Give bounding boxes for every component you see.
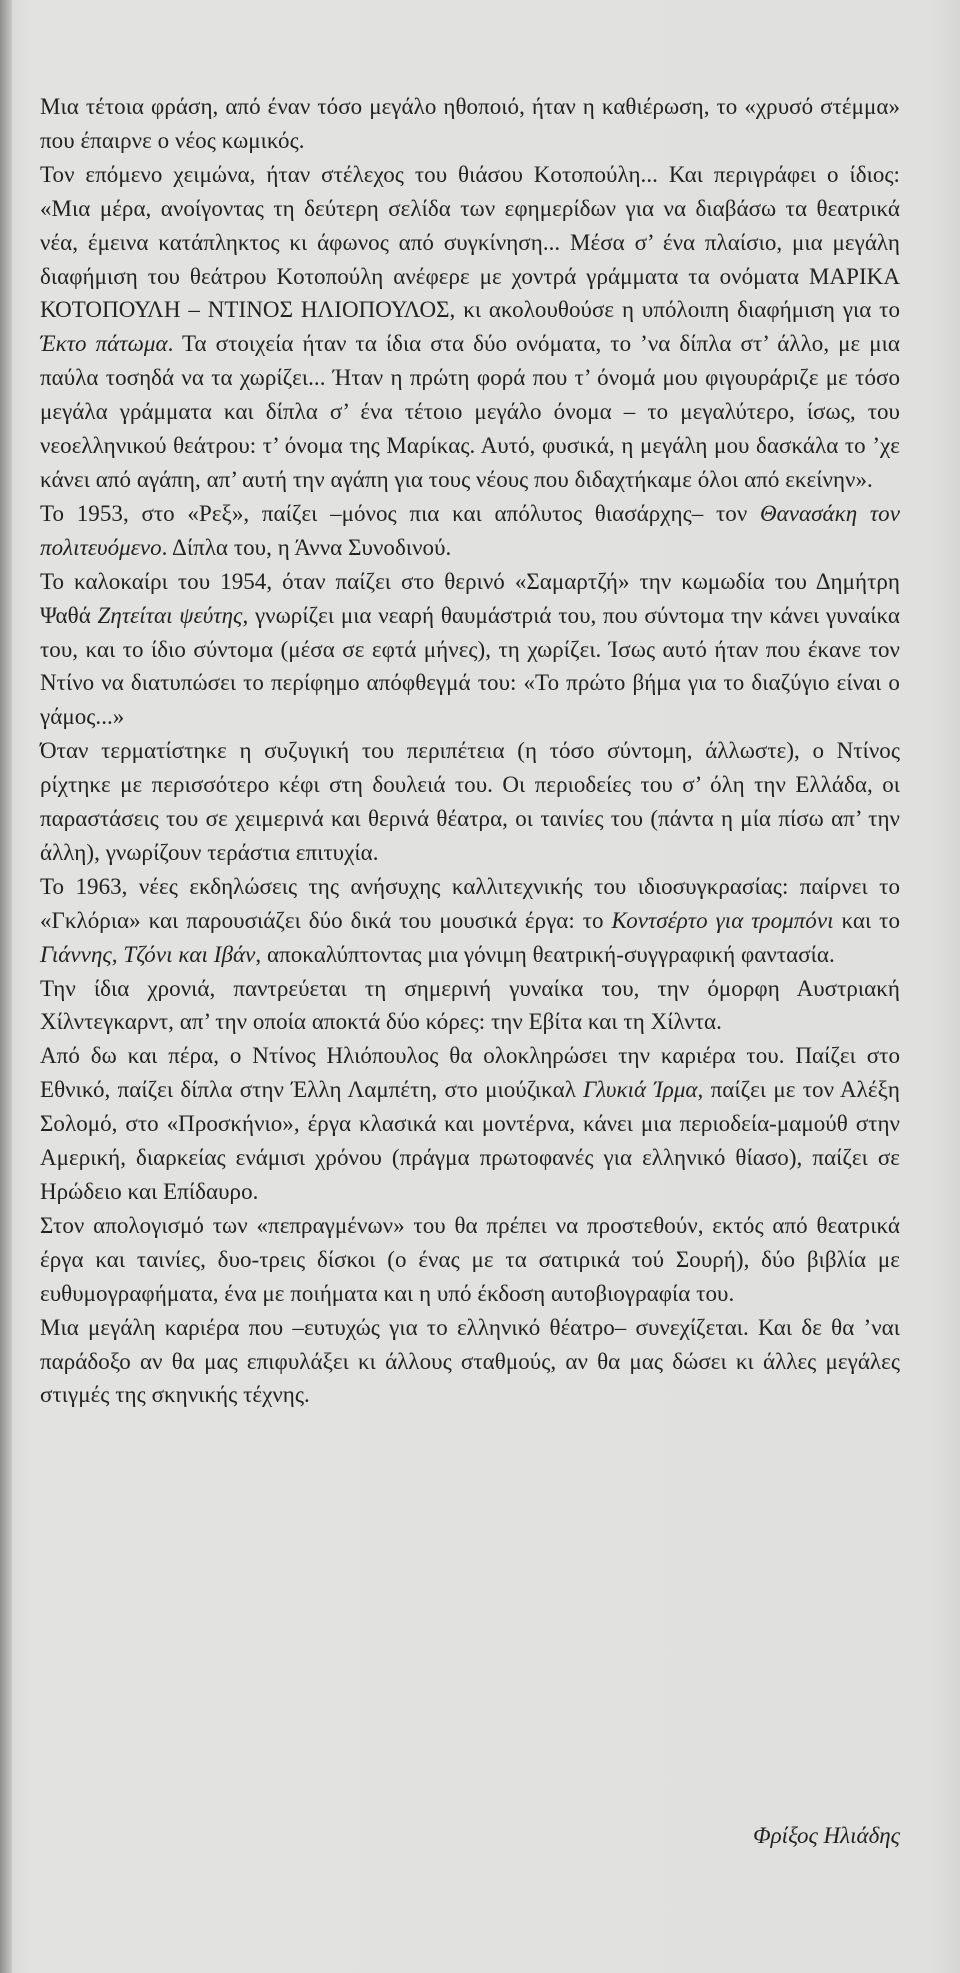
text-run: . Τα στοιχεία ήταν τα ίδια στα δύο ονόματα, το ’να δίπλα στ’ άλλο, με μια παύλα τοσηδά να τα χωρίζει... Ήταν η πρώτη φορά που τ’ όνομά μου φιγουράριζε με τόσο μεγάλα γράμματα και δίπλα σ’ ένα τέτοιο μεγάλο όνομα – το μεγαλύτερο, ίσως, του νεοελληνικού θεάτρου: τ’ όνομα της Μαρίκας. Αυτό, φυσικά, η μεγάλη μου δασκάλα το ’χε κάνει από αγάπη, απ’ αυτή την αγάπη για τους νέους που διδαχτήκαμε όλοι από εκείνην». bbox=[40, 331, 900, 492]
paragraph bbox=[40, 1209, 900, 1311]
italic-title: Κοντσέρτο για τρομπόνι bbox=[611, 907, 834, 933]
text-run: . Δίπλα του, η Άννα Συνοδινού. bbox=[161, 534, 452, 560]
paragraph bbox=[40, 1311, 900, 1413]
text-run: Στον απολογισμό των «πεπραγμένων» του θα πρέπει να προστεθούν, εκτός από θεατρικά έργα και ταινίες, δυο-τρεις δίσκοι (ο ένας με τα σατιρικά τού Σουρή), δύο βιβλία με ευθυμογραφήματα, ένα με ποιήματα και η υπό έκδοση αυτοβιογραφία του. bbox=[40, 1212, 900, 1306]
text-run: , αποκαλύπτοντας μια γόνιμη θεατρική-συγγραφική φαντασία. bbox=[255, 941, 835, 967]
text-run: Τον επόμενο χειμώνα, ήταν στέλεχος του θιάσου Κοτοπούλη... Και περιγράφει ο ίδιος: «Μια μέρα, ανοίγοντας τη δεύτερη σελίδα των εφημερίδων για να διαβάσω τα θεατρικά νέα, έμεινα κατάπληκτος κι άφωνος από συγκίνηση... Μέσα σ’ ένα πλαίσιο, μια μεγάλη διαφήμιση του θεάτρου Κοτοπούλη ανέφερε με χοντρά γράμματα τα ονόματα ΜΑΡΙΚΑ ΚΟΤΟΠΟΥΛΗ – ΝΤΙΝΟΣ ΗΛΙΟΠΟΥΛΟΣ, κι ακολουθούσε η υπόλοιπη διαφήμιση για το bbox=[40, 161, 900, 323]
paragraph bbox=[40, 870, 900, 972]
italic-title: Έκτο πάτωμα bbox=[40, 331, 168, 357]
text-run: Το 1953, στο «Ρεξ», παίζει –μόνος πια και απόλυτος θιασάρχης– τον bbox=[40, 500, 760, 526]
text-run: Την ίδια χρονιά, παντρεύεται τη σημερινή γυναίκα του, την όμορφη Αυστριακή Χίλντεγκαρντ, απ’ την οποία αποκτά δύο κόρες: την Εβίτα και τη Χίλντα. bbox=[40, 975, 900, 1035]
paragraph bbox=[40, 90, 900, 158]
text-run: , παίζει με τον Αλέξη Σολομό, στο «Προσκήνιο», έργα κλασικά και μοντέρνα, κάνει μια περιοδεία-μαμούθ στην Αμερική, διαρκείας ενάμισι χρόνου (πράγμα πρωτοφανές για ελληνικό θίασο), παίζει σε Ηρώδειο και Επίδαυρο. bbox=[40, 1077, 900, 1204]
italic-title: Ζητείται ψεύτης bbox=[97, 602, 243, 628]
text-run: Το 1963, νέες εκδηλώσεις της ανήσυχης καλλιτεχνικής του ιδιοσυγκρασίας: παίρνει το «Γκλόρια» και παρουσιάζει δύο δικά του μουσικά έργα: το bbox=[40, 873, 900, 933]
text-run: Μια τέτοια φράση, από έναν τόσο μεγάλο ηθοποιό, ήταν η καθιέρωση, το «χρυσό στέμμα» που έπαιρνε ο νέος κωμικός. bbox=[40, 94, 900, 153]
article-body bbox=[40, 90, 900, 1412]
text-run: και το bbox=[833, 907, 900, 933]
paragraph bbox=[40, 1039, 900, 1209]
text-run: , γνωρίζει μια νεαρή θαυμάστριά του, που σύντομα την κάνει γυναίκα του, και το ίδιο σύντομα (μέσα σε εφτά μήνες), τη χωρίζει. Ίσως αυτό ήταν που έκανε τον Ντίνο να διατυπώσει το περίφημο απόφθεγμά του: «Το πρώτο βήμα για το διαζύγιο είναι ο γάμος...» bbox=[40, 602, 900, 730]
paragraph bbox=[40, 158, 900, 497]
italic-title: Γλυκιά Ίρμα bbox=[583, 1077, 698, 1103]
text-run: Το καλοκαίρι του 1954, όταν παίζει στο θερινό «Σαμαρτζή» την κωμωδία του Δημήτρη Ψαθά bbox=[40, 568, 900, 628]
page-spine-shadow bbox=[0, 0, 12, 1973]
italic-title: Γιάννης, Τζόνι και Ιβάν bbox=[40, 941, 256, 967]
paragraph bbox=[40, 497, 900, 565]
text-run: Από δω και πέρα, ο Ντίνος Ηλιόπουλος θα ολοκληρώσει την καριέρα του. Παίζει στο Εθνικό, παίζει δίπλα στην Έλλη Λαμπέτη, στο μιούζικαλ bbox=[40, 1043, 900, 1103]
text-run: Μια μεγάλη καριέρα που –ευτυχώς για το ελληνικό θέατρο– συνεχίζεται. Και δε θα ’ναι παράδοξο αν θα μας επιφυλάξει κι άλλους σταθμούς, αν θα μας δώσει κι άλλες μεγάλες στιγμές της σκηνικής τέχνης. bbox=[40, 1314, 900, 1408]
paragraph bbox=[40, 734, 900, 870]
italic-title: Θανασάκη τον πολιτευόμενο bbox=[40, 500, 900, 560]
author-signature: Φρίξος Ηλιάδης bbox=[753, 1823, 900, 1848]
text-run: Όταν τερματίστηκε η συζυγική του περιπέτεια (η τόσο σύντομη, άλλωστε), ο Ντίνος ρίχτηκε με περισσότερο κέφι στη δουλειά του. Οι περιοδείες του σ’ όλη την Ελλάδα, οι παραστάσεις του σε χειμερινά και θερινά θέατρα, οι ταινίες του (πάντα η μία πίσω απ’ την άλλη), γνωρίζουν τεράστια επιτυχία. bbox=[40, 738, 900, 865]
paragraph bbox=[40, 565, 900, 735]
paragraph bbox=[40, 972, 900, 1040]
